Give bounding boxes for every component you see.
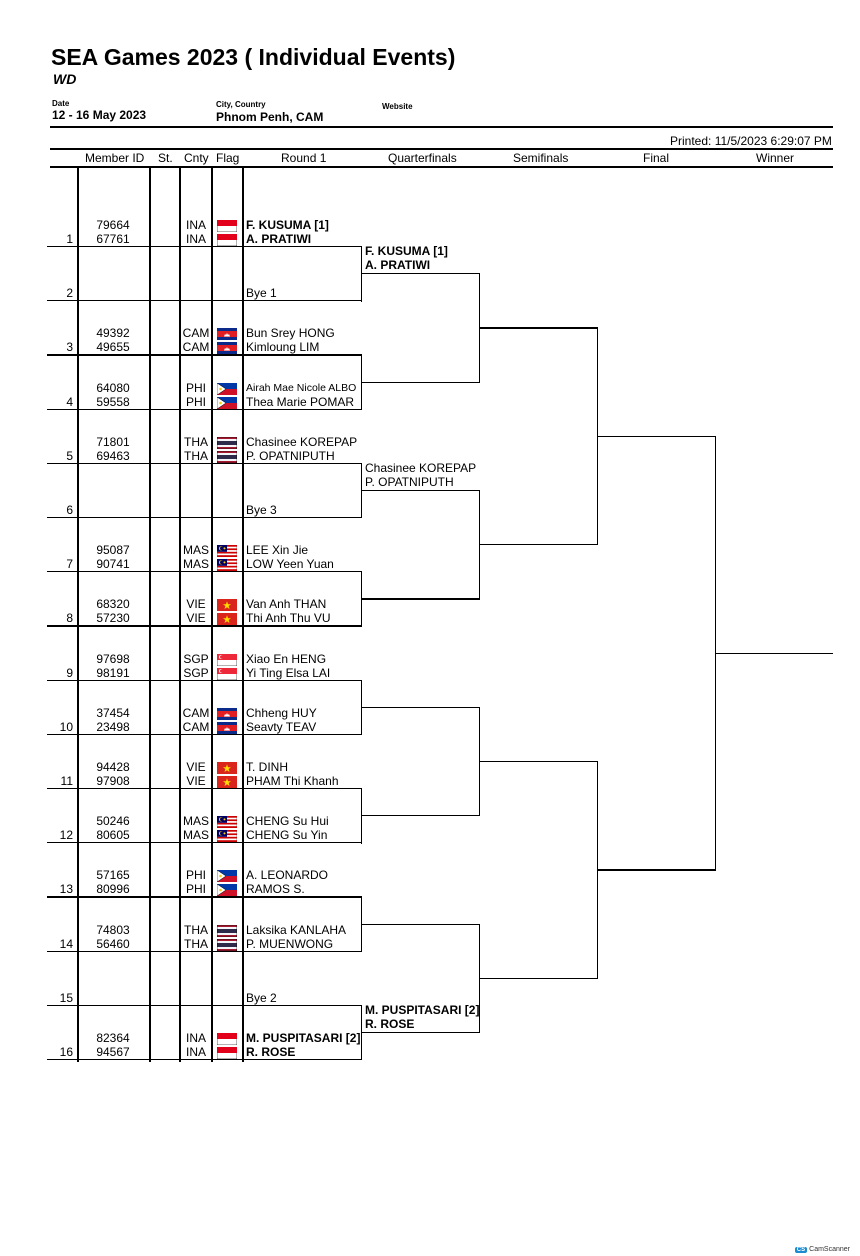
quarterfinal-entry[interactable]: R. ROSE [365,1016,415,1031]
bracket-line [479,327,597,328]
member-id: 57230 [96,611,130,626]
country-code: CAM [182,340,210,355]
scanner-text: CamScanner [809,1246,850,1253]
player-name[interactable]: F. KUSUMA [1] [246,218,329,232]
malaysia-flag [217,829,237,841]
country-code: SGP [183,651,209,666]
player-name[interactable]: CHENG Su Hui [246,814,329,829]
member-id: 97908 [96,774,130,788]
row-separator [47,409,361,410]
country-code: PHI [185,380,206,395]
draw-position: 2 [66,286,73,301]
member-id: 67761 [96,232,130,246]
country-code: INA [185,218,206,232]
member-id: 79664 [96,218,130,232]
website-label: Website [382,102,413,111]
country-code: INA [185,1045,206,1059]
bracket-line [479,544,597,545]
player-name[interactable]: P. MUENWONG [246,936,334,951]
row-separator [47,354,361,355]
player-name[interactable]: A. LEONARDO [246,868,329,883]
quarterfinal-entry[interactable]: M. PUSPITASARI [2] [365,1002,480,1017]
quarterfinal-entry[interactable]: A. PRATIWI [365,258,431,273]
member-id: 49655 [96,340,130,355]
member-id: 50246 [96,814,130,829]
bracket-line [361,382,479,383]
member-id: 23498 [96,719,130,734]
bracket-line [361,707,479,708]
player-name[interactable]: Bun Srey HONG [246,326,335,341]
member-id: 90741 [96,557,130,572]
player-name[interactable]: R. ROSE [246,1045,296,1059]
country-code: PHI [185,868,206,883]
draw-position: 16 [59,1045,73,1059]
draw-position: 15 [59,990,73,1005]
cambodia-flag [217,341,237,353]
bye-label: Bye 2 [246,990,277,1005]
member-id: 95087 [96,543,130,558]
malaysia-flag [217,558,237,570]
member-id: 98191 [96,665,130,680]
country-code: PHI [185,882,206,897]
table-header-rule [50,166,833,168]
member-id: 64080 [96,380,130,395]
player-name[interactable]: CHENG Su Yin [246,828,328,843]
malaysia-flag [217,544,237,556]
col-st: St. [158,151,173,165]
draw-position: 11 [60,774,73,788]
player-name[interactable]: PHAM Thi Khanh [246,774,339,788]
thailand-flag [217,450,237,462]
player-name[interactable]: P. OPATNIPUTH [246,448,335,463]
member-id: 80996 [96,882,130,897]
player-name[interactable]: M. PUSPITASARI [2] [246,1031,361,1045]
bracket-line [361,815,479,816]
thailand-flag [217,938,237,950]
country-code: VIE [186,611,206,626]
player-name[interactable]: Chasinee KOREPAP [246,434,358,449]
member-id: 74803 [96,922,130,937]
quarterfinal-entry[interactable]: P. OPATNIPUTH [365,474,454,489]
player-name[interactable]: Seavty TEAV [246,719,317,734]
country-code: THA [184,922,208,937]
player-name[interactable]: Thea Marie POMAR [246,394,355,409]
philippines-flag [217,382,237,394]
member-id: 94567 [96,1045,130,1059]
indonesia-flag [217,1046,237,1058]
country-code: THA [184,448,208,463]
player-name[interactable]: LEE Xin Jie [246,543,309,558]
country-code: MAS [182,557,209,572]
indonesia-flag [217,233,237,245]
player-name[interactable]: Xiao En HENG [246,651,327,666]
city-value: Phnom Penh, CAM [216,110,324,124]
country-code: MAS [182,543,209,558]
row-separator [47,951,361,952]
date-label: Date [52,99,70,108]
member-id: 69463 [96,448,130,463]
draw-position: 3 [66,340,73,355]
page-title: SEA Games 2023 ( Individual Events) [51,44,456,70]
member-id: 59558 [96,394,130,409]
draw-position: 1 [66,232,73,246]
draw-position: 13 [59,882,73,897]
vietnam-flag [217,598,237,610]
member-id: 49392 [96,326,130,341]
draw-position: 14 [59,936,73,951]
scanner-watermark [795,1246,850,1253]
bracket-line [361,924,479,925]
philippines-flag [217,396,237,408]
indonesia-flag [217,1032,237,1044]
singapore-flag [217,667,237,679]
country-code: INA [185,1031,206,1045]
player-name[interactable]: Van Anh THAN [246,597,327,612]
player-name[interactable]: RAMOS S. [246,882,305,897]
bye-label: Bye 1 [246,286,277,301]
vietnam-flag [217,775,237,787]
player-name[interactable]: Kimloung LIM [246,340,320,355]
table-top-rule [50,148,833,150]
bracket-line [361,598,479,599]
row-separator [47,734,361,735]
country-code: VIE [186,774,206,788]
event-code: WD [53,71,77,87]
bracket-line [597,436,715,437]
country-code: THA [184,936,208,951]
player-name[interactable]: T. DINH [246,760,288,774]
country-code: THA [184,434,208,449]
row-separator [47,571,361,572]
singapore-flag [217,653,237,665]
bye-label: Bye 3 [246,503,277,517]
player-name[interactable]: Airah Mae Nicole ALBO [246,381,357,394]
row-separator [47,463,361,464]
philippines-flag [217,883,237,895]
bracket-line [479,978,597,979]
country-code: CAM [182,719,210,734]
member-id: 94428 [96,760,130,774]
row-separator [47,680,361,681]
member-id: 68320 [96,597,130,612]
country-code: VIE [186,760,206,774]
row-separator [47,842,361,843]
draw-position: 12 [59,828,73,843]
player-name[interactable]: LOW Yeen Yuan [246,557,334,572]
cambodia-flag [217,721,237,733]
quarterfinal-entry[interactable]: Chasinee KOREPAP [365,460,477,475]
draw-position: 8 [66,611,73,626]
member-id: 97698 [96,651,130,666]
player-name[interactable]: Chheng HUY [246,705,317,720]
draw-position: 7 [66,557,73,572]
country-code: MAS [182,814,209,829]
draw-position: 5 [66,448,73,463]
printed-timestamp: Printed: 11/5/2023 6:29:07 PM [670,134,832,148]
row-separator [47,246,361,247]
col-semifinals: Semifinals [513,151,569,165]
bracket-line [361,490,479,491]
country-code: INA [185,232,206,246]
vietnam-flag [217,612,237,624]
member-id: 80605 [96,828,130,843]
row-separator [47,517,361,518]
col-cnty: Cnty [184,151,209,165]
col-member-id: Member ID [85,151,145,165]
col-final: Final [643,151,670,165]
member-id: 37454 [96,705,130,720]
player-name[interactable]: Yi Ting Elsa LAI [246,665,331,680]
row-separator [47,625,361,626]
bracket-line [715,653,833,654]
indonesia-flag [217,219,237,231]
cambodia-flag [217,707,237,719]
col-round1: Round 1 [281,151,327,165]
draw-position: 9 [66,665,73,680]
country-code: SGP [183,665,209,680]
member-id: 71801 [96,434,130,449]
col-flag: Flag [216,151,240,165]
player-name[interactable]: Thi Anh Thu VU [246,611,331,626]
vietnam-flag [217,761,237,773]
date-value: 12 - 16 May 2023 [52,108,147,122]
member-id: 57165 [96,868,130,883]
quarterfinal-entry[interactable]: F. KUSUMA [1] [365,244,448,259]
row-separator [47,896,361,897]
col-quarterfinals: Quarterfinals [388,151,457,165]
country-code: PHI [185,394,206,409]
draw-position: 6 [66,503,73,517]
bracket-line [361,273,479,274]
draw-position: 10 [59,719,73,734]
scanner-badge: CS [796,1247,806,1253]
city-label: City, Country [216,100,266,109]
cambodia-flag [217,327,237,339]
malaysia-flag [217,815,237,827]
row-separator [47,1005,361,1006]
player-name[interactable]: Laksika KANLAHA [246,922,347,937]
row-separator [47,1059,361,1060]
member-id: 82364 [96,1031,130,1045]
bracket-line [479,761,597,762]
country-code: VIE [186,597,206,612]
row-separator [47,788,361,789]
philippines-flag [217,869,237,881]
country-code: CAM [182,326,210,341]
bracket-line [597,869,715,870]
header-rule [50,126,833,128]
country-code: MAS [182,828,209,843]
country-code: CAM [182,705,210,720]
row-separator [47,300,361,301]
col-winner: Winner [756,151,795,165]
draw-position: 4 [66,394,73,409]
player-name[interactable]: A. PRATIWI [246,232,312,246]
thailand-flag [217,924,237,936]
bracket-line [361,1032,479,1033]
thailand-flag [217,436,237,448]
member-id: 56460 [96,936,130,951]
